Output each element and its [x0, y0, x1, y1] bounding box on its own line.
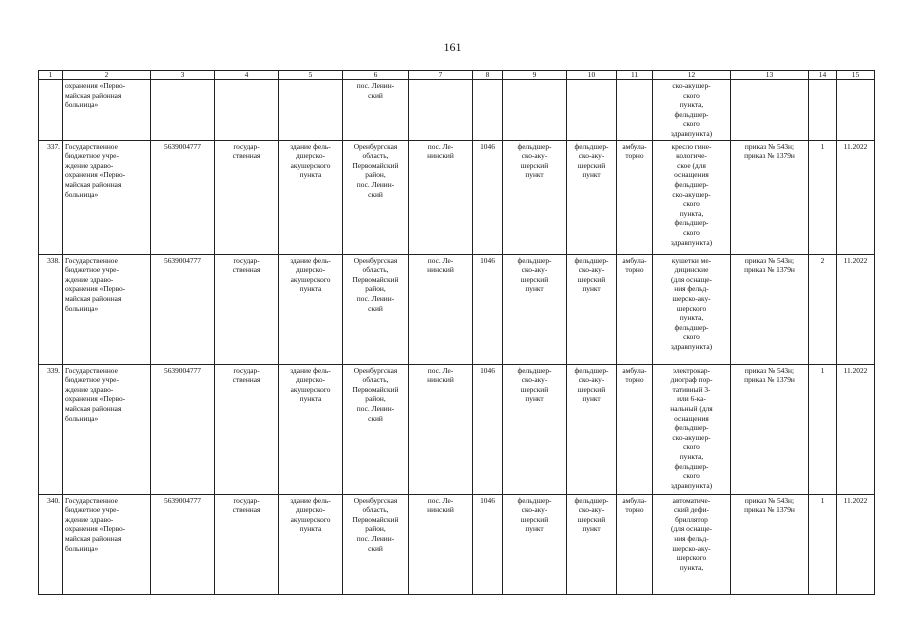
table-cell [279, 80, 343, 141]
order-cell: приказ № 543н; приказ № 1379н [731, 140, 809, 254]
quantity-cell: 1 [809, 364, 837, 494]
date-cell: 11.2022 [837, 140, 875, 254]
building-cell: здание фель- дшерско- акушерского пункта [279, 140, 343, 254]
facility-type-cell: фельдшер- ско-аку- шерский пункт [503, 364, 567, 494]
table-cell [409, 80, 473, 141]
continuation-row [39, 80, 875, 141]
quantity-cell: 1 [809, 140, 837, 254]
table-cell [503, 80, 567, 141]
header-cell: 15 [837, 71, 875, 80]
header-cell: 2 [63, 71, 151, 80]
row-number-cell: 340. [39, 494, 63, 594]
order-cell: приказ № 543н; приказ № 1379н [731, 254, 809, 364]
facility-type-cell: фельдшер- ско-аку- шерский пункт [567, 494, 617, 594]
table-cell [837, 80, 875, 141]
header-cell: 3 [151, 71, 215, 80]
date-cell: 11.2022 [837, 364, 875, 494]
quantity-cell: 1 [809, 494, 837, 594]
header-cell: 4 [215, 71, 279, 80]
equipment-cell: ско-акушер- ского пункта, фельдшер- ского здравпункта) [653, 80, 731, 141]
row-number-cell: 338. [39, 254, 63, 364]
org-cell: Государственное бюджетное учре- ждение здраво- охранения «Перво- майская районная больница» [63, 364, 151, 494]
column-numbers-row [39, 71, 875, 80]
address-cell: Оренбургская область, Первомайский район, пос. Ленин- ский [343, 254, 409, 364]
order-cell: приказ № 543н; приказ № 1379н [731, 364, 809, 494]
building-cell: здание фель- дшерско- акушерского пункта [279, 494, 343, 594]
date-cell: 11.2022 [837, 494, 875, 594]
quantity-cell: 2 [809, 254, 837, 364]
care-mode-cell: амбула- торно [617, 494, 653, 594]
code-cell: 1046 [473, 140, 503, 254]
code-cell: 1046 [473, 364, 503, 494]
inn-cell: 5639004777 [151, 494, 215, 594]
inn-cell: 5639004777 [151, 140, 215, 254]
settlement-cell: пос. Ле- нинский [409, 254, 473, 364]
table-cell [567, 80, 617, 141]
header-cell: 9 [503, 71, 567, 80]
date-cell: 11.2022 [837, 254, 875, 364]
header-cell: 6 [343, 71, 409, 80]
facility-type-cell: фельдшер- ско-аку- шерский пункт [567, 140, 617, 254]
header-cell: 7 [409, 71, 473, 80]
building-cell: здание фель- дшерско- акушерского пункта [279, 364, 343, 494]
table-cell [473, 80, 503, 141]
address-cell: Оренбургская область, Первомайский район, пос. Ленин- ский [343, 364, 409, 494]
row-number-cell: 337. [39, 140, 63, 254]
table-row [39, 254, 875, 364]
org-cell: Государственное бюджетное учре- ждение здраво- охранения «Перво- майская районная больница» [63, 254, 151, 364]
care-mode-cell: амбула- торно [617, 364, 653, 494]
table-body [39, 140, 875, 594]
settlement-cell: пос. Ле- нинский [409, 364, 473, 494]
header-cell: 11 [617, 71, 653, 80]
ownership-cell: государ- ственная [215, 364, 279, 494]
settlement-cell: пос. Ле- нинский [409, 140, 473, 254]
code-cell: 1046 [473, 254, 503, 364]
table-row [39, 140, 875, 254]
ownership-cell: государ- ственная [215, 140, 279, 254]
facility-type-cell: фельдшер- ско-аку- шерский пункт [503, 254, 567, 364]
header-cell: 13 [731, 71, 809, 80]
table-cell [731, 80, 809, 141]
ownership-cell: государ- ственная [215, 254, 279, 364]
code-cell: 1046 [473, 494, 503, 594]
equipment-cell: кушетки ме- дицинские (для оснаще- ния фельд- шерско-аку- шерского пункта, фельдшер- ского здравпункта) [653, 254, 731, 364]
table-cell [151, 80, 215, 141]
table-row [39, 494, 875, 594]
header-cell: 12 [653, 71, 731, 80]
header-cell: 14 [809, 71, 837, 80]
inn-cell: 5639004777 [151, 364, 215, 494]
header-cell: 8 [473, 71, 503, 80]
org-cell: охранения «Перво- майская районная больница» [63, 80, 151, 141]
equipment-table [38, 70, 875, 595]
org-cell: Государственное бюджетное учре- ждение здраво- охранения «Перво- майская районная больница» [63, 140, 151, 254]
equipment-cell: электрокар- диограф пор- тативный 3- или 6-ка- нальный (для оснащения фельдшер- ско-акушер- ского пункта, фельдшер- ского здравпункта) [653, 364, 731, 494]
order-cell: приказ № 543н; приказ № 1379н [731, 494, 809, 594]
facility-type-cell: фельдшер- ско-аку- шерский пункт [567, 364, 617, 494]
table-cell [215, 80, 279, 141]
facility-type-cell: фельдшер- ско-аку- шерский пункт [503, 494, 567, 594]
care-mode-cell: амбула- торно [617, 140, 653, 254]
address-cell: пос. Ленин- ский [343, 80, 409, 141]
table-cell [809, 80, 837, 141]
settlement-cell: пос. Ле- нинский [409, 494, 473, 594]
table-row [39, 364, 875, 494]
header-cell: 1 [39, 71, 63, 80]
org-cell: Государственное бюджетное учре- ждение здраво- охранения «Перво- майская районная больница» [63, 494, 151, 594]
inn-cell: 5639004777 [151, 254, 215, 364]
equipment-cell: автоматиче- ский дефи- бриллятор (для оснаще- ния фельд- шерско-аку- шерского пункта, [653, 494, 731, 594]
table-cell [617, 80, 653, 141]
ownership-cell: государ- ственная [215, 494, 279, 594]
equipment-cell: кресло гине- кологиче- ское (для оснащения фельдшер- ско-акушер- ского пункта, фельдшер- ского здравпункта) [653, 140, 731, 254]
facility-type-cell: фельдшер- ско-аку- шерский пункт [567, 254, 617, 364]
building-cell: здание фель- дшерско- акушерского пункта [279, 254, 343, 364]
address-cell: Оренбургская область, Первомайский район, пос. Ленин- ский [343, 494, 409, 594]
care-mode-cell: амбула- торно [617, 254, 653, 364]
address-cell: Оренбургская область, Первомайский район, пос. Ленин- ский [343, 140, 409, 254]
page-number: 161 [443, 40, 462, 54]
header-cell: 10 [567, 71, 617, 80]
header-cell: 5 [279, 71, 343, 80]
row-number-cell: 339. [39, 364, 63, 494]
facility-type-cell: фельдшер- ско-аку- шерский пункт [503, 140, 567, 254]
table-cell [39, 80, 63, 141]
